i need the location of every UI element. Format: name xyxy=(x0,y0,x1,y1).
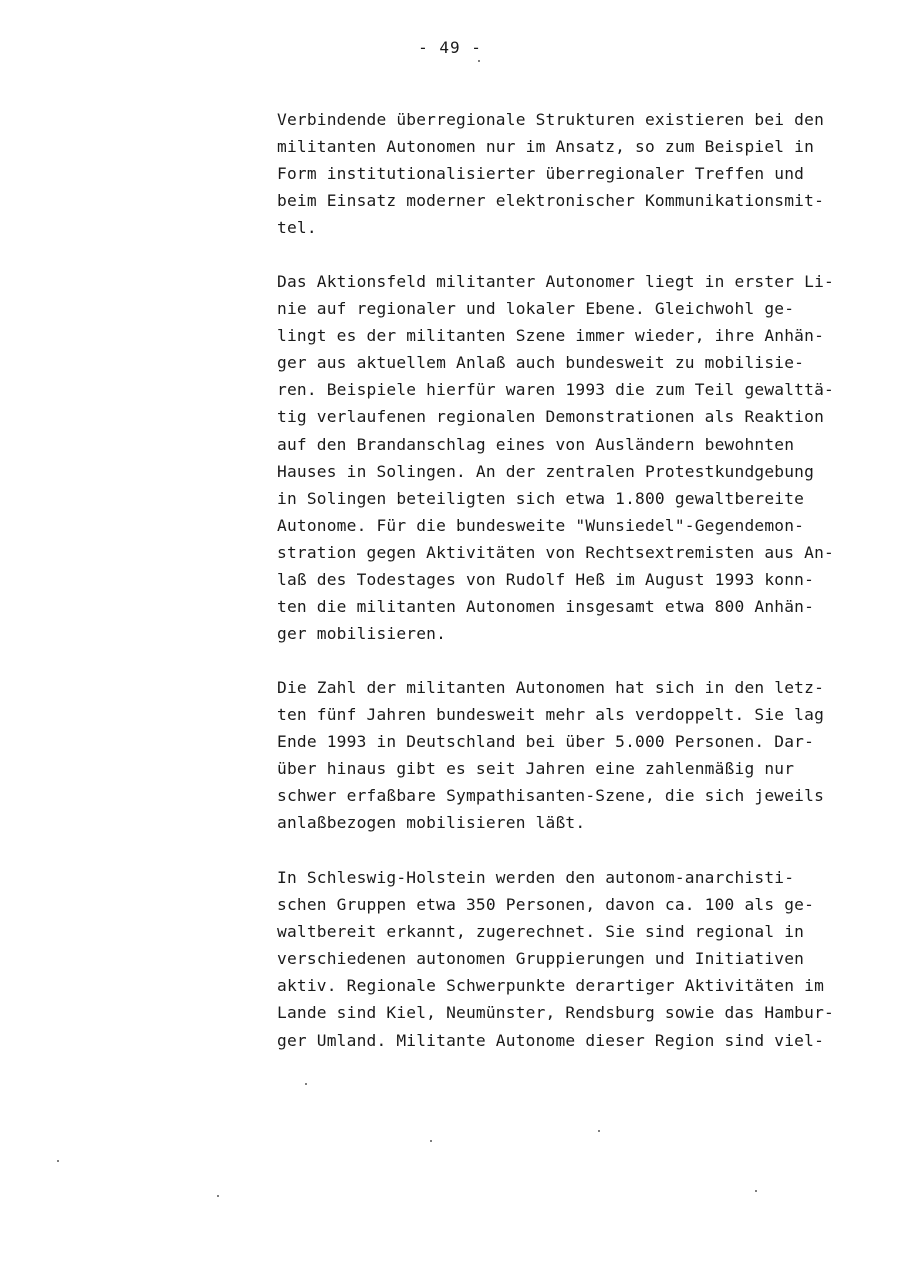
text-line: Die Zahl der militanten Autonomen hat sich in den letz- xyxy=(277,678,825,697)
text-line: Hauses in Solingen. An der zentralen Protestkundgebung xyxy=(277,461,815,481)
text-line: In Schleswig-Holstein werden den autonom-anarchisti- xyxy=(277,868,795,887)
text-line: Form institutionalisierter überregionaler Treffen und xyxy=(277,164,805,184)
text-line: schen Gruppen etwa 350 Personen, davon ca. 100 als ge- xyxy=(277,895,815,915)
text-line: waltbereit erkannt, zugerechnet. Sie sind regional in xyxy=(277,922,805,942)
text-line: tig verlaufenen regionalen Demonstrationen als Reaktion xyxy=(277,407,825,427)
text-line: ren. Beispiele hierfür waren 1993 die zum Teil gewalttä- xyxy=(277,380,834,400)
text-line: Das Aktionsfeld militanter Autonomer liegt in erster Li- xyxy=(277,272,834,291)
paragraph-4 xyxy=(277,864,897,1054)
scan-speck xyxy=(305,1083,307,1085)
text-line: militanten Autonomen nur im Ansatz, so zum Beispiel in xyxy=(277,137,815,157)
paragraph-1 xyxy=(277,106,897,241)
text-line: in Solingen beteiligten sich etwa 1.800 gewaltbereite xyxy=(277,488,805,508)
text-line: anlaßbezogen mobilisieren läßt. xyxy=(277,813,586,833)
text-line: Lande sind Kiel, Neumünster, Rendsburg sowie das Hambur- xyxy=(277,1003,834,1023)
text-line: nie auf regionaler und lokaler Ebene. Gleichwohl ge- xyxy=(277,299,795,319)
scan-speck xyxy=(755,1190,757,1192)
page-number: - 49 - xyxy=(418,38,482,57)
text-line: ten fünf Jahren bundesweit mehr als verdoppelt. Sie lag xyxy=(277,705,825,725)
text-line: auf den Brandanschlag eines von Ausländern bewohnten xyxy=(277,434,795,454)
scan-speck xyxy=(57,1160,59,1162)
text-line: lingt es der militanten Szene immer wieder, ihre Anhän- xyxy=(277,326,825,346)
text-line: ger aus aktuellem Anlaß auch bundesweit zu mobilisie- xyxy=(277,353,805,373)
text-line: verschiedenen autonomen Gruppierungen und Initiativen xyxy=(277,949,805,969)
text-line: beim Einsatz moderner elektronischer Kommunikationsmit- xyxy=(277,191,825,211)
text-line: ger mobilisieren. xyxy=(277,624,447,644)
scan-speck xyxy=(478,60,480,62)
scan-speck xyxy=(430,1140,432,1142)
text-line: aktiv. Regionale Schwerpunkte derartiger Aktivitäten im xyxy=(277,976,825,996)
scan-speck xyxy=(217,1195,219,1197)
text-line: Ende 1993 in Deutschland bei über 5.000 Personen. Dar- xyxy=(277,732,815,752)
text-line: schwer erfaßbare Sympathisanten-Szene, die sich jeweils xyxy=(277,786,825,806)
text-line: laß des Todestages von Rudolf Heß im August 1993 konn- xyxy=(277,570,815,590)
text-line: ten die militanten Autonomen insgesamt etwa 800 Anhän- xyxy=(277,597,815,617)
text-line: ger Umland. Militante Autonome dieser Region sind viel- xyxy=(277,1030,825,1050)
paragraph-3 xyxy=(277,674,897,837)
text-line: stration gegen Aktivitäten von Rechtsextremisten aus An- xyxy=(277,542,834,562)
paragraph-2 xyxy=(277,268,897,647)
text-line: Verbindende überregionale Strukturen existieren bei den xyxy=(277,110,825,129)
text-line: Autonome. Für die bundesweite "Wunsiedel"-Gegendemon- xyxy=(277,515,805,535)
text-line: tel. xyxy=(277,218,317,238)
scan-speck xyxy=(598,1130,600,1132)
text-line: über hinaus gibt es seit Jahren eine zahlenmäßig nur xyxy=(277,759,795,779)
